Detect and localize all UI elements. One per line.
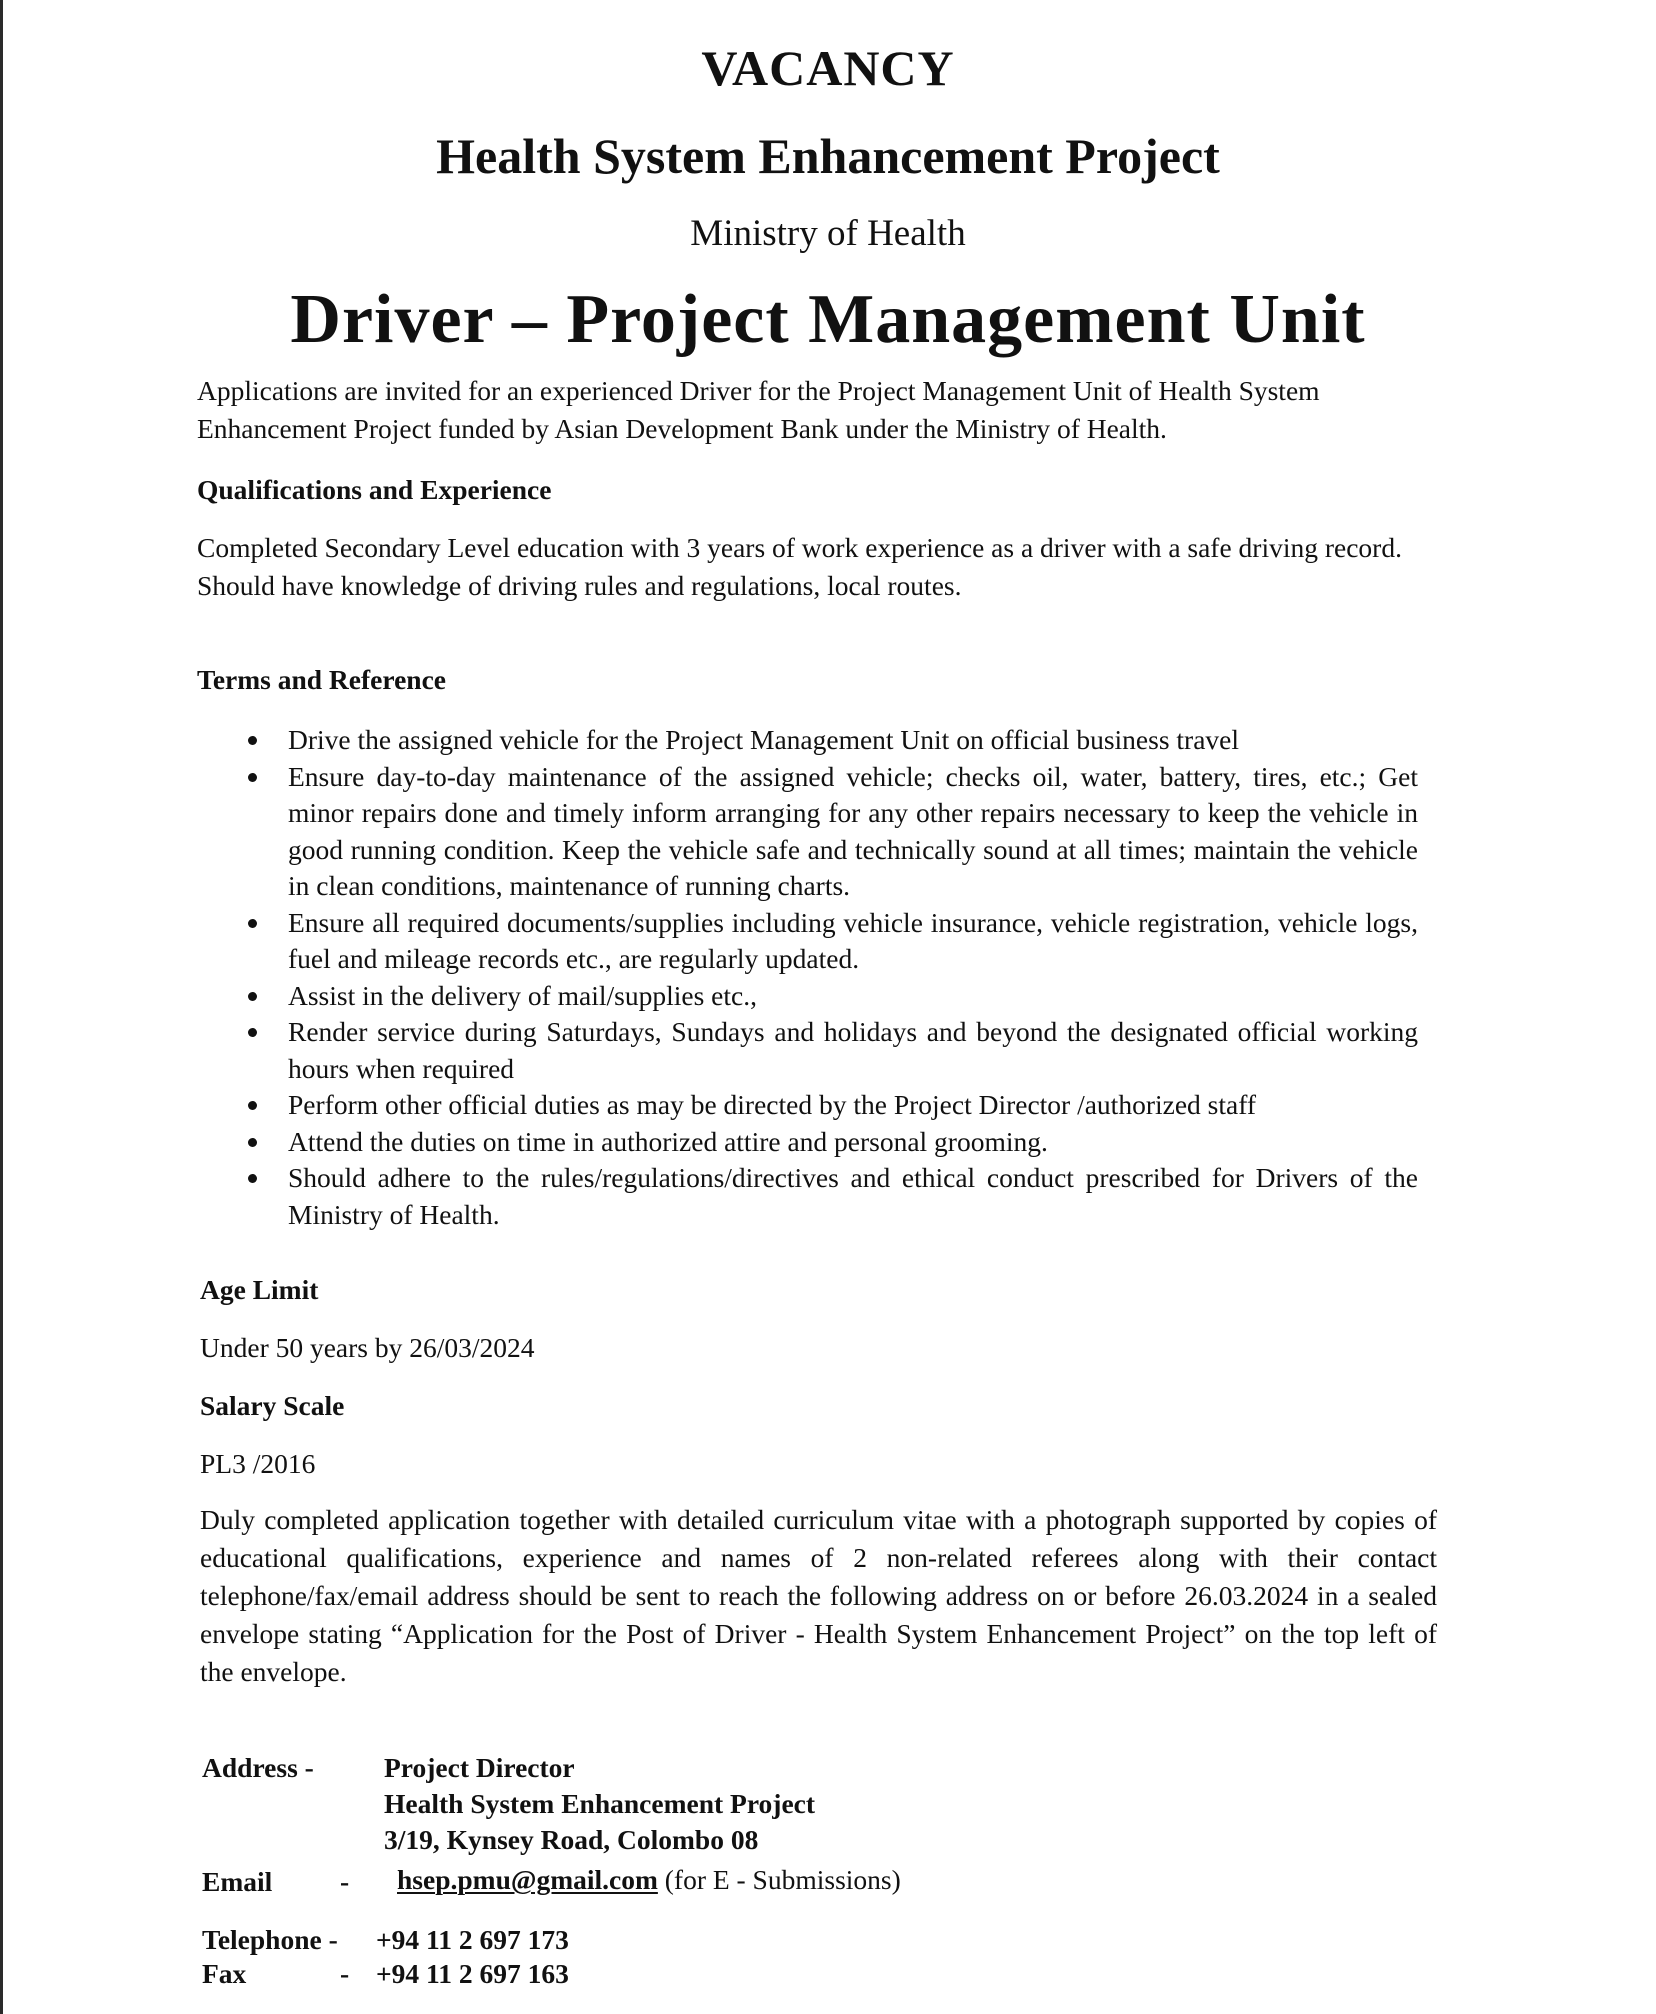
bullet-icon [248,773,257,782]
list-item-text: Perform other official duties as may be directed by the Project Director /authorized staff [288,1089,1257,1120]
email-note: (for E - Submissions) [664,1864,901,1895]
terms-list [240,722,1418,1233]
bullet-icon [248,736,257,745]
vacancy-heading: VACANCY [701,40,955,96]
list-item [240,978,1418,1015]
email-row [397,1862,901,1898]
list-item-text: Render service during Saturdays, Sundays and holidays and beyond the designated official working hours when required [288,1016,1418,1084]
list-item [240,1160,1418,1233]
age-limit-text: Under 50 years by 26/03/2024 [200,1332,535,1363]
list-item-text: Assist in the delivery of mail/supplies etc., [288,979,757,1011]
list-item [240,1124,1418,1161]
salary-scale-text: PL3 /2016 [200,1448,316,1479]
bullet-icon [248,1138,257,1147]
application-instructions: Duly completed application together with detailed curriculum vitae with a photograph supported by copies of educational qualifications, experience and names of 2 non-related referees along with their contact telephone/fax/email address should be sent to reach the following address on or before 26.03.2024 in a sealed envelope stating “Application for the Post of Driver - Health System Enhancement Project” on the top left of the envelope. [200,1504,1437,1687]
telephone-number: +94 11 2 697 173 [376,1924,569,1955]
address-line: Health System Enhancement Project [384,1788,816,1819]
list-item [240,1014,1418,1087]
list-item-text: Should adhere to the rules/regulations/directives and ethical conduct prescribed for Drivers of the Ministry of Health. [288,1162,1418,1230]
fax-separator: - [340,1958,350,1989]
list-item-text: Ensure all required documents/supplies including vehicle insurance, vehicle registration, vehicle logs, fuel and mileage records etc., are regularly updated. [288,906,1418,974]
ministry-name: Ministry of Health [690,213,966,254]
list-item-text: Ensure day-to-day maintenance of the assigned vehicle; checks oil, water, battery, tires, etc.; Get minor repairs done and timely inform arranging for any other repairs necessary to keep the vehicle in good running condition. Keep the vehicle safe and technically sound at all times; maintain the vehicle in clean conditions, maintenance of running charts. [288,760,1418,901]
salary-scale-heading: Salary Scale [200,1390,345,1421]
terms-heading: Terms and Reference [197,664,446,695]
email-label: Email [202,1866,273,1897]
address-line: 3/19, Kynsey Road, Colombo 08 [384,1824,759,1855]
position-title: Driver – Project Management Unit [290,281,1366,358]
bullet-icon [248,1028,257,1037]
bullet-icon [248,1101,257,1110]
bullet-icon [248,919,257,928]
list-item [240,1087,1418,1124]
email-link[interactable]: hsep.pmu@gmail.com [397,1864,658,1895]
email-separator: - [340,1866,350,1897]
address-line: Project Director [384,1752,575,1783]
qualifications-text: Completed Secondary Level education with 3 years of work experience as a driver with a safe driving record. Should have knowledge of driving rules and regulations, local routes. [197,532,1402,601]
telephone-label: Telephone - [202,1924,338,1955]
fax-number: +94 11 2 697 163 [376,1958,569,1989]
intro-paragraph: Applications are invited for an experienced Driver for the Project Management Unit of Health System Enhancement Project funded by Asian Development Bank under the Ministry of Health. [197,375,1320,444]
list-item-text: Drive the assigned vehicle for the Project Management Unit on official business travel [288,724,1240,755]
list-item [240,722,1418,759]
project-title: Health System Enhancement Project [436,128,1220,184]
list-item-text: Attend the duties on time in authorized attire and personal grooming. [288,1125,1048,1157]
list-item [240,905,1418,978]
bullet-icon [248,992,257,1001]
bullet-icon [248,1174,257,1183]
fax-label: Fax [202,1958,247,1989]
list-item [240,759,1418,905]
age-limit-heading: Age Limit [200,1274,319,1305]
address-label: Address - [202,1752,314,1783]
address-block [384,1750,815,1858]
qualifications-heading: Qualifications and Experience [197,474,552,505]
